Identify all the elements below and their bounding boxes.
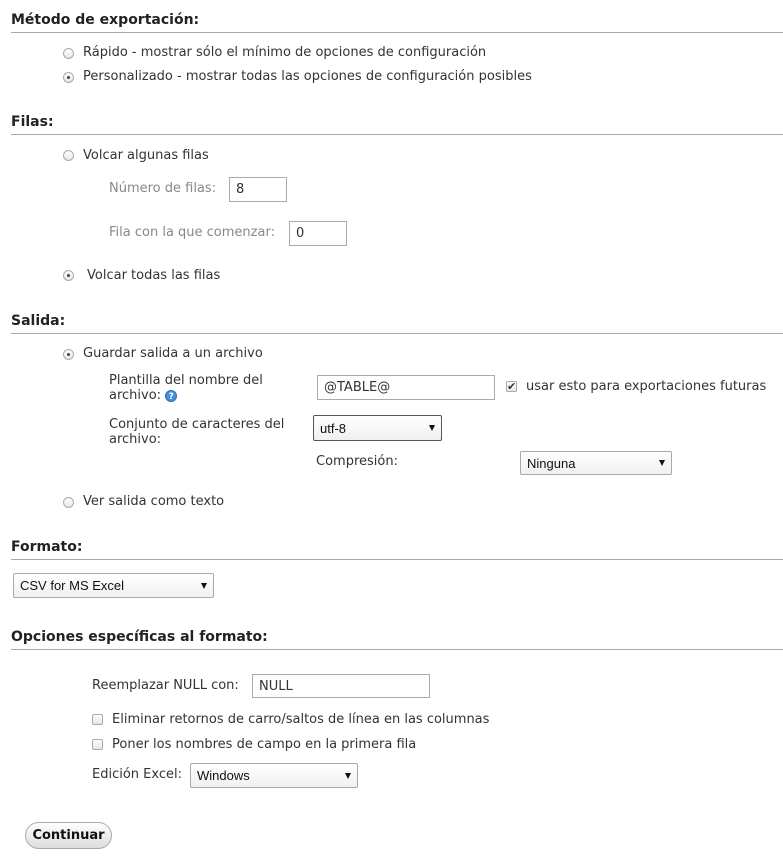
column-names-label[interactable]: Poner los nombres de campo en la primera fila (112, 737, 417, 752)
use-for-future-label[interactable]: usar esto para exportaciones futuras (526, 379, 767, 394)
chevron-down-icon (201, 583, 207, 589)
excel-edition-label: Edición Excel: (92, 767, 182, 782)
num-rows-input[interactable]: 8 (229, 177, 287, 202)
format-select-value: CSV for MS Excel (20, 578, 125, 593)
charset-label-line2: archivo: (109, 432, 162, 447)
chevron-down-icon (659, 460, 665, 466)
filename-template-input[interactable]: @TABLE@ (317, 375, 495, 400)
export-method-heading: Método de exportación: (11, 12, 783, 33)
remove-crlf-checkbox[interactable] (92, 714, 103, 725)
checkmark-icon: ✔ (507, 380, 517, 393)
replace-null-input[interactable]: NULL (252, 674, 430, 698)
compression-label: Compresión: (316, 454, 398, 469)
chevron-down-icon (345, 773, 351, 779)
output-heading: Salida: (11, 313, 783, 334)
export-method-custom-label[interactable]: Personalizado - mostrar todas las opciones de configuración posibles (83, 69, 532, 84)
replace-null-label: Reemplazar NULL con: (92, 678, 239, 693)
view-as-text-radio[interactable] (63, 497, 74, 508)
chevron-down-icon (429, 425, 435, 431)
save-to-file-label[interactable]: Guardar salida a un archivo (83, 346, 263, 361)
filename-template-label-line2: archivo: (109, 388, 162, 403)
save-to-file-radio[interactable] (63, 349, 74, 360)
continue-button[interactable]: Continuar (25, 822, 112, 849)
format-heading: Formato: (11, 539, 783, 560)
dump-some-rows-label[interactable]: Volcar algunas filas (83, 148, 209, 163)
charset-select-value: utf-8 (320, 420, 347, 436)
compression-select[interactable] (520, 451, 672, 475)
filename-template-label-line1: Plantilla del nombre del (109, 373, 263, 388)
view-as-text-label[interactable]: Ver salida como texto (83, 494, 225, 509)
remove-crlf-label[interactable]: Eliminar retornos de carro/saltos de línea en las columnas (112, 712, 490, 727)
export-method-custom-radio[interactable] (63, 72, 74, 83)
help-icon[interactable]: ? (165, 390, 177, 402)
start-row-input[interactable]: 0 (289, 221, 347, 246)
compression-select-value: Ninguna (527, 455, 576, 471)
column-names-checkbox[interactable] (92, 739, 103, 750)
excel-edition-select[interactable] (190, 763, 358, 788)
format-options-heading: Opciones específicas al formato: (11, 629, 783, 650)
dump-some-rows-radio[interactable] (63, 150, 74, 161)
rows-heading: Filas: (11, 114, 783, 135)
dump-all-rows-label[interactable]: Volcar todas las filas (87, 268, 221, 283)
export-method-quick-radio[interactable] (63, 48, 74, 59)
excel-edition-select-value: Windows (197, 768, 250, 783)
charset-select[interactable] (313, 415, 442, 441)
format-select[interactable] (13, 573, 214, 598)
export-method-quick-label[interactable]: Rápido - mostrar sólo el mínimo de opciones de configuración (83, 45, 487, 60)
charset-label-line1: Conjunto de caracteres del (109, 417, 285, 432)
dump-all-rows-radio[interactable] (63, 270, 74, 281)
use-for-future-checkbox[interactable] (506, 381, 517, 392)
start-row-label: Fila con la que comenzar: (109, 225, 275, 240)
filename-template-label-line2-wrap (109, 388, 177, 403)
num-rows-label: Número de filas: (109, 181, 217, 196)
